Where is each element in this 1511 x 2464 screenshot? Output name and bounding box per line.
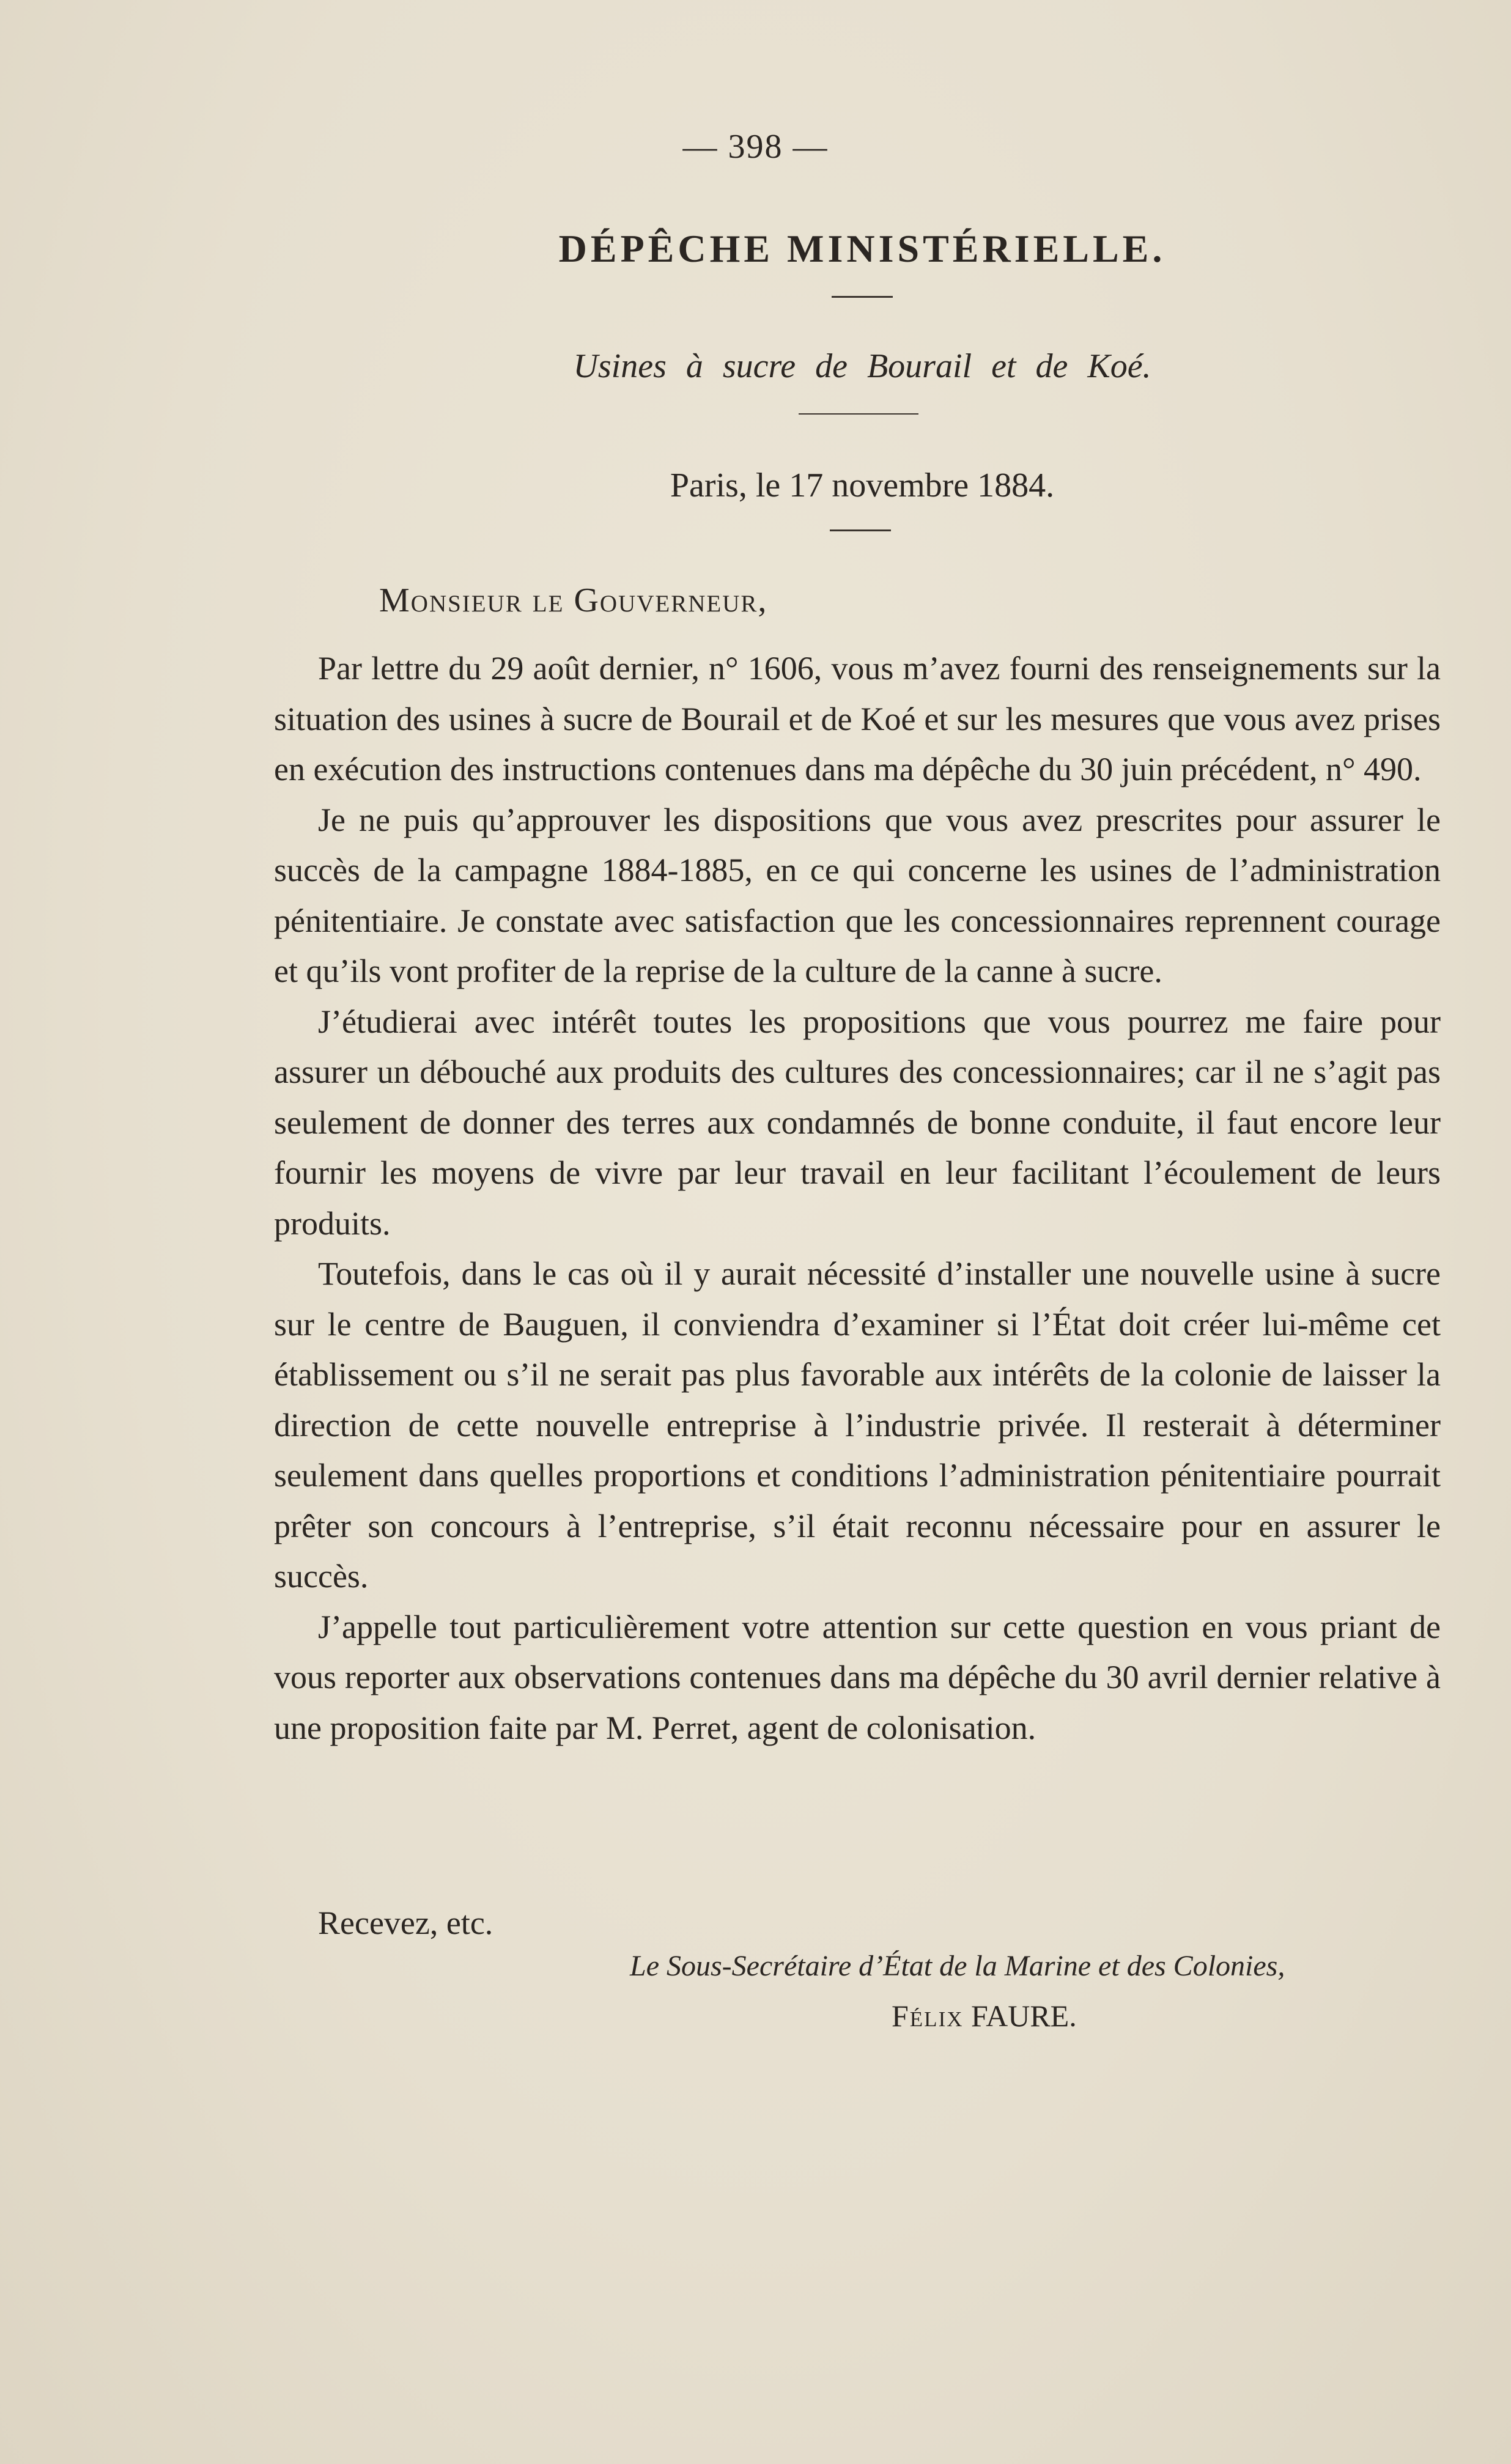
- salutation: Monsieur le Gouverneur,: [379, 581, 768, 619]
- closing-formula: Recevez, etc.: [318, 1905, 493, 1941]
- dateline: Paris, le 17 novembre 1884.: [670, 467, 1055, 504]
- paragraph: Je ne puis qu’approuver les dispositions que vous avez prescrites pour assurer le succès de la campagne 1884-1885, en ce qui concerne les usines de l’administration pénitentiaire. Je constate avec satisfaction que les concessionnaires reprennent courage et qu’ils vont profiter de la reprise de la culture de la canne à sucre.: [274, 801, 1441, 989]
- paragraph: Toutefois, dans le cas où il y aurait nécessité d’installer une nouvelle usine à sucre sur le centre de Bauguen, il conviendra d’examiner si l’État doit créer lui-même cet établissement ou s’il ne serait pas plus favorable aux intérêts de la colonie de laisser la direction de cette nouvelle entreprise à l’industrie privée. Il resterait à déterminer seulement dans quelles proportions et conditions l’administration pénitentiaire pourrait prêter son concours à l’entreprise, s’il était reconnu nécessaire pour en assurer le succès.: [274, 1255, 1441, 1595]
- signatory-last-name: FAURE.: [971, 1999, 1077, 2033]
- title-rule: [832, 296, 893, 298]
- signatory-first-name: Félix: [892, 1999, 964, 2033]
- paragraph: J’appelle tout particulièrement votre attention sur cette question en vous priant de vous reporter aux observations contenues dans ma dépêche du 30 avril dernier relative à une proposition faite par M. Perret, agent de colonisation.: [274, 1608, 1441, 1746]
- signatory-name: [892, 1998, 1077, 2034]
- dateline-rule: [830, 529, 891, 531]
- paragraph: Par lettre du 29 août dernier, n° 1606, vous m’avez fourni des renseignements sur la situation des usines à sucre de Bourail et de Koé et sur les mesures que vous avez prises en exécution des instructions contenues dans ma dépêche du 30 juin précédent, n° 490.: [274, 650, 1441, 788]
- subtitle-rule: [799, 413, 918, 415]
- subtitle: Usines à sucre de Bourail et de Koé.: [573, 347, 1151, 385]
- page-title: DÉPÊCHE MINISTÉRIELLE.: [558, 227, 1166, 270]
- paragraph: J’étudierai avec intérêt toutes les propositions que vous pourrez me faire pour assurer un débouché aux produits des cultures des concessionnaires; car il ne s’agit pas seulement de donner des terres aux condamnés de bonne conduite, il faut encore leur fournir les moyens de vivre par leur travail en leur facilitant l’écoulement de leurs produits.: [274, 1003, 1441, 1242]
- signature-title: Le Sous-Secrétaire d’État de la Marine et des Colonies,: [630, 1950, 1285, 1982]
- page-number: — 398 —: [682, 128, 829, 166]
- letter-body: [274, 643, 1441, 1753]
